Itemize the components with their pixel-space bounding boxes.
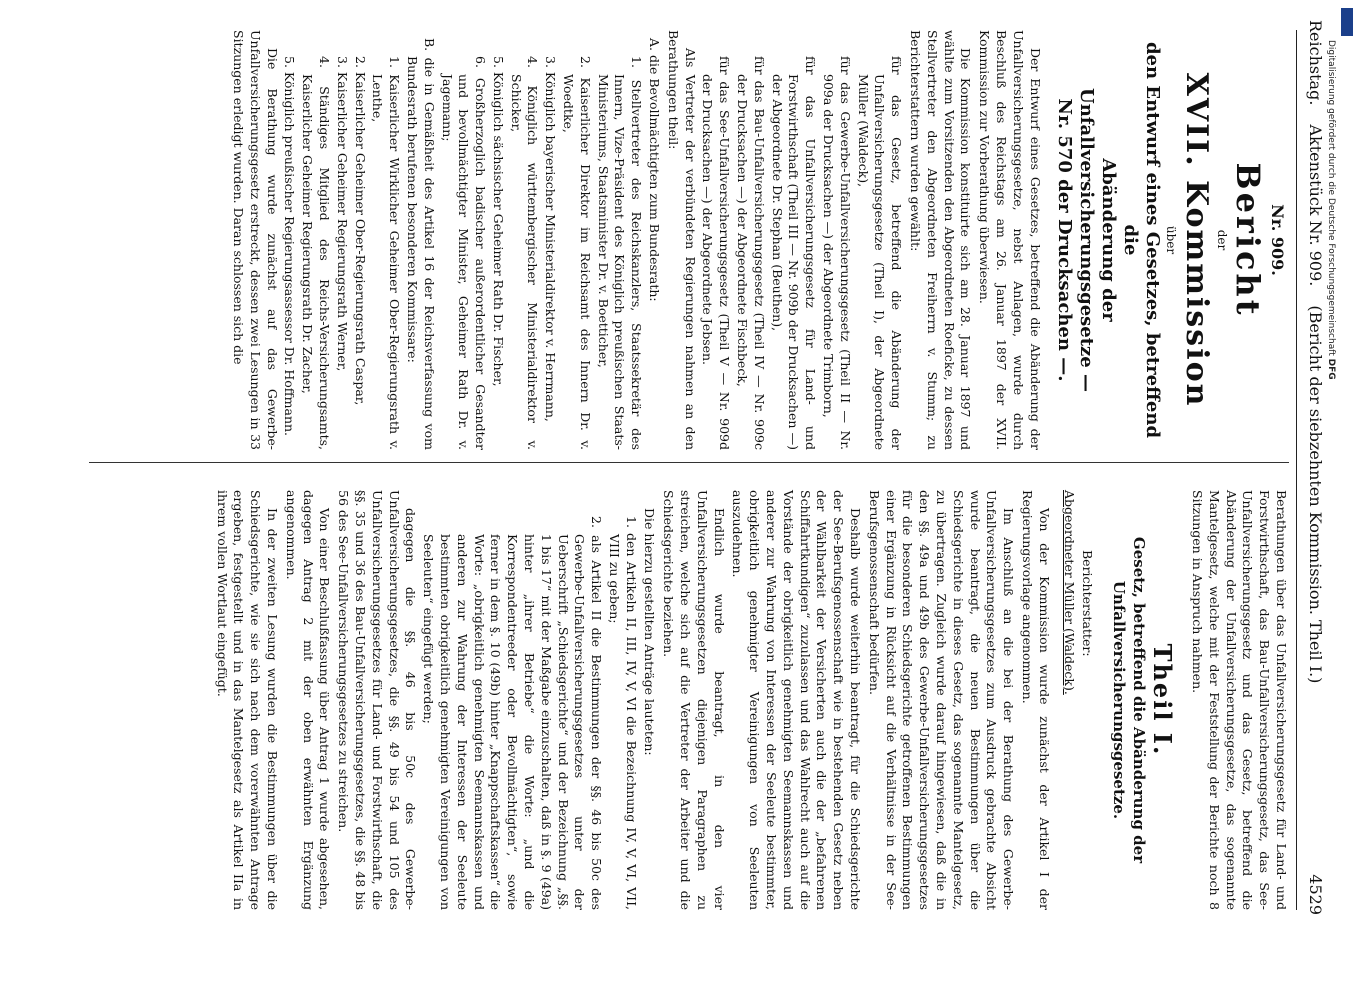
rapporteur-label: Berichterstatter: [1080, 550, 1096, 657]
paragraph: Der Entwurf eines Gesetzes, betreffend die Abänderung der Unfallversicherungsgesetze, nebst Anlagen, wurde durch Beschluß des Reichstags am 26. Januar 1897 der XVII. Kommission zur Vorberathung überwiesen. [977, 30, 1043, 450]
paragraph: In der zweiten Lesung wurden die Bestimmungen über die Schiedsgerichte, wie sie sich nach dem vorerwähnten Antrage ergeben, festgestellt und in das Mantelgesetz als Artikel IIa in ihrem vollen Wortlaut eingefügt. [214, 490, 280, 910]
rapporteur-item: für das Unfallversicherungsgesetz für Land- und Forstwirthschaft (Theil III — Nr. 909b der Drucksachen —) der Abgeordnete Dr. Stephan (Beuthen), [769, 56, 819, 450]
header-bericht: (Bericht der siebzehnten Kommission. Theil I.) [1306, 305, 1325, 684]
motion-item: 2. als Artikel II die Bestimmungen der §§. 46 bis 50c des Gewerbe-Unfallversicherungsgesetzes unter der Ueberschrift „Schiedsgerichte“ und der Bezeichnung „§§. 1 bis 17“ mit der Maßgabe einzuschalten, daß in §. 9 (49a) hinter „ihrer Betriebe“ die Worte: „und die Korrespondentreeder oder Bevollmächtigten“, sowie ferner in dem §. 10 (49b) hinter „Knappschaftskassen“ die Worte: „obrigkeitlich genehmigten Seemannskassen und anderen zur Wahrung der Interessen der Seeleute bestimmten obrigkeitlich genehmigten Vereinigungen von Seeleuten“ eingefügt werden; [421, 516, 605, 910]
page-number: 4529 [1306, 874, 1325, 915]
list-item: 3. Kaiserlicher Geheimer Regierungsrath Werner, [334, 56, 350, 372]
doc-title: Bericht [1229, 162, 1268, 318]
rapporteur-item: für das See-Unfallversicherungsgesetz (Theil V — Nr. 909d der Drucksachen —) der Abgeordnete Jebsen. [700, 56, 733, 450]
section-heading-a: A. die Bevollmächtigten zum Bundesrath: [647, 38, 663, 302]
dfg-funding-note: Digitalisierung gefördert durch die Deutsche Forschungsgemeinschaft DFG [1326, 40, 1336, 380]
list-item: 6. Großherzoglich badischer außerordentlicher Gesandter und bevollmächtigter Minister, Geheimer Rath Dr. v. Jagemann; [439, 56, 489, 450]
paragraph: Von einer Beschlußfassung über Antrag 1 wurde abgesehen, dagegen Antrag 2 mit der oben erwähnten Ergänzung angenommen. [283, 490, 333, 910]
paragraph: Deshalb wurde weiterhin beantragt, für die Schiedsgerichte der See-Berufsgenossenschaft wie in bestehenden Gesetz neben der Wählbarkeit der Versicherten auch die der „befahrenen Schiffahrtkundigen“ zuzulassen und das Wahlrecht auch auf die Vorstände der obrigkeitlich genehmigten Seemannskassen und anderer zur Wahrung von Interessen der Seeleute bestimmter, obrigkeitlich genehmigter Vereinigungen von Seeleuten auszudehnen. [730, 490, 864, 910]
commission-title: XVII. Kommission [1179, 72, 1215, 408]
list-item: 5. Königlich preußischer Regierungsassessor Dr. Hoffmann. [282, 56, 298, 437]
rapporteur-item: für das Gesetz, betreffend die Abänderung der Unfallversicherungsgesetze (Theil I), der Abgeordnete Müller (Waldeck), [855, 56, 905, 450]
list-item: 5. Königlich sächsischer Geheimer Rath Dr. Fischer, [490, 56, 506, 387]
rapporteur-item: für das Gewerbe-Unfallversicherungsgesetz (Theil II — Nr. 909a der Drucksachen —) der Abgeordnete Trimborn, [821, 56, 853, 450]
subject-line-2: Abänderung der Unfallversicherungsgesetze — [1075, 88, 1119, 392]
doc-number: Nr. 909. [1268, 204, 1287, 276]
header-aktenstueck: Aktenstück Nr. 909. [1306, 124, 1325, 287]
right-column [211, 490, 1289, 910]
list-item: 3. Königlich bayerischer Ministerialdirektor v. Herrmann, [543, 56, 559, 422]
section-heading-b: B. die in Gemäßheit des Artikel 16 der Reichsverfassung vom Bundesrath berufenen besonderen Kommissare: [404, 38, 437, 450]
title-ueber: über [1164, 225, 1179, 255]
motion-item: 1. den Artikeln II, III, IV, V, VI die Bezeichnung IV, V, VI, VII, VIII zu geben; [606, 516, 639, 910]
list-item: 1. Stellvertreter des Reichskanzlers, Staatssekretär des Innern, Vize-Präsident des Königlich preußischen Staats-Ministeriums, Staatsminister Dr. v. Boetticher, [595, 56, 645, 450]
column-divider [89, 462, 1289, 463]
paragraph: Die Berathung wurde zunächst auf das Gewerbe-Unfallversicherungsgesetz erstreckt, dessen zwei Lesungen in 33 Sitzungen erledigt wurden. Daran schlossen sich die [230, 30, 280, 450]
left-column [227, 30, 1289, 450]
list-item: 2. Kaiserlicher Geheimer Ober-Regierungsrath Caspar, [352, 56, 368, 406]
title-der: der [1215, 229, 1230, 251]
list-item: 2. Kaiserlicher Direktor im Reichsamt des Innern Dr. v. Woedtke, [561, 56, 593, 450]
paragraph: Im Anschluß an die bei der Berathung des Gewerbe-Unfallversicherungsgesetzes zum Ausdruck gebrachte Absicht wurde beantragt, die neuen Bestimmungen über die Schiedsgerichte in dieses Gesetz, das sogenannte Mantelgesetz, zu übertragen. Zugleich wurde darauf hingewiesen, daß die in den §§. 49a und 49b des Gewerbe-Unfallversicherungsgesetzes für die besonderen Schiedsgerichte getroffenen Bestimmungen einer Ergänzung in Rücksicht auf die Verhältnisse in der See-Berufsgenossenschaft bedürfen. [866, 490, 1017, 910]
list-item: 4. Königlich württembergischer Ministerialdirektor v. Schicker, [508, 56, 541, 450]
paragraph: Die hierzu gestellten Anträge lauteten: [642, 508, 658, 756]
paragraph: Von der Kommission wurde zunächst der Artikel I der Regierungsvorlage angenommen. [1020, 490, 1052, 910]
paragraph: Berathungen über das Unfallversicherungsgesetz für Land- und Forstwirthschaft, das Bau-Unfallversicherungsgesetz, das See-Unfallversicherungsgesetz und das Gesetz, betreffend die Abänderung der Unfallversicherungsgesetze, das sogenannte Mantelgesetz, welche mit der Feststellung der Berichte noch 8 Sitzungen in Anspruch nahmen. [1190, 490, 1289, 910]
part-subheading: Gesetz, betreffend die Abänderung der Unfallversicherungsgesetze. [1110, 536, 1149, 864]
list-item: 1. Kaiserlicher Wirklicher Geheimer Ober-Regierungsrath v. Lenthe, [370, 56, 403, 450]
header-rule [1296, 30, 1297, 910]
header-reichstag: Reichstag. [1306, 20, 1325, 106]
subject-line-1: den Entwurf eines Gesetzes, betreffend die [1119, 41, 1163, 439]
rapporteur-name: Abgeordneter Müller (Waldeck). [1061, 490, 1077, 695]
paragraph: dagegen die §§. 46 bis 50c des Gewerbe-Unfallversicherungsgesetzes, die §§. 49 bis 54 und 105 des Unfallversicherungsgesetzes für Land- und Forstwirthschaft, die §§. 35 und 36 des Bau-Unfallversicherungsgesetzes, die §§. 48 bis 56 des See-Unfallversicherungsgesetzes zu streichen. [336, 490, 419, 910]
page-header [1303, 20, 1325, 915]
subject-line-3: Nr. 570 der Drucksachen —. [1053, 98, 1075, 382]
list-item: 4. Ständiges Mitglied des Reichs-Versicherungsamts, Kaiserlicher Geheimer Regierungsrath Dr. Zacher, [300, 56, 332, 450]
dfg-logo [1341, 8, 1353, 36]
paragraph: Die Kommission konstituirte sich am 28. Januar 1897 und wählte zum Vorsitzenden den Abgeordneten Roeficke, zu dessen Stellvertreter den Abgeordneten Freiherrn v. Stumm; zu Berichterstattern wurden gewählt: [908, 30, 974, 450]
rapporteur-item: für das Bau-Unfallversicherungsgesetz (Theil IV — Nr. 909c der Drucksachen —) der Abgeordnete Fischbeck, [735, 56, 767, 450]
paragraph: Als Vertreter der verbündeten Regierungen nahmen an den Berathungen theil: [665, 30, 698, 450]
document-page [60, 0, 1335, 1000]
part-heading: Theil I. [1148, 643, 1178, 757]
paragraph: Endlich wurde beantragt, in den vier Unfallversicherungsgesetzen diejenigen Paragraphen zu streichen, welche sich auf die Vertreter der Arbeiter und die Schiedsgerichte beziehen. [661, 490, 727, 910]
